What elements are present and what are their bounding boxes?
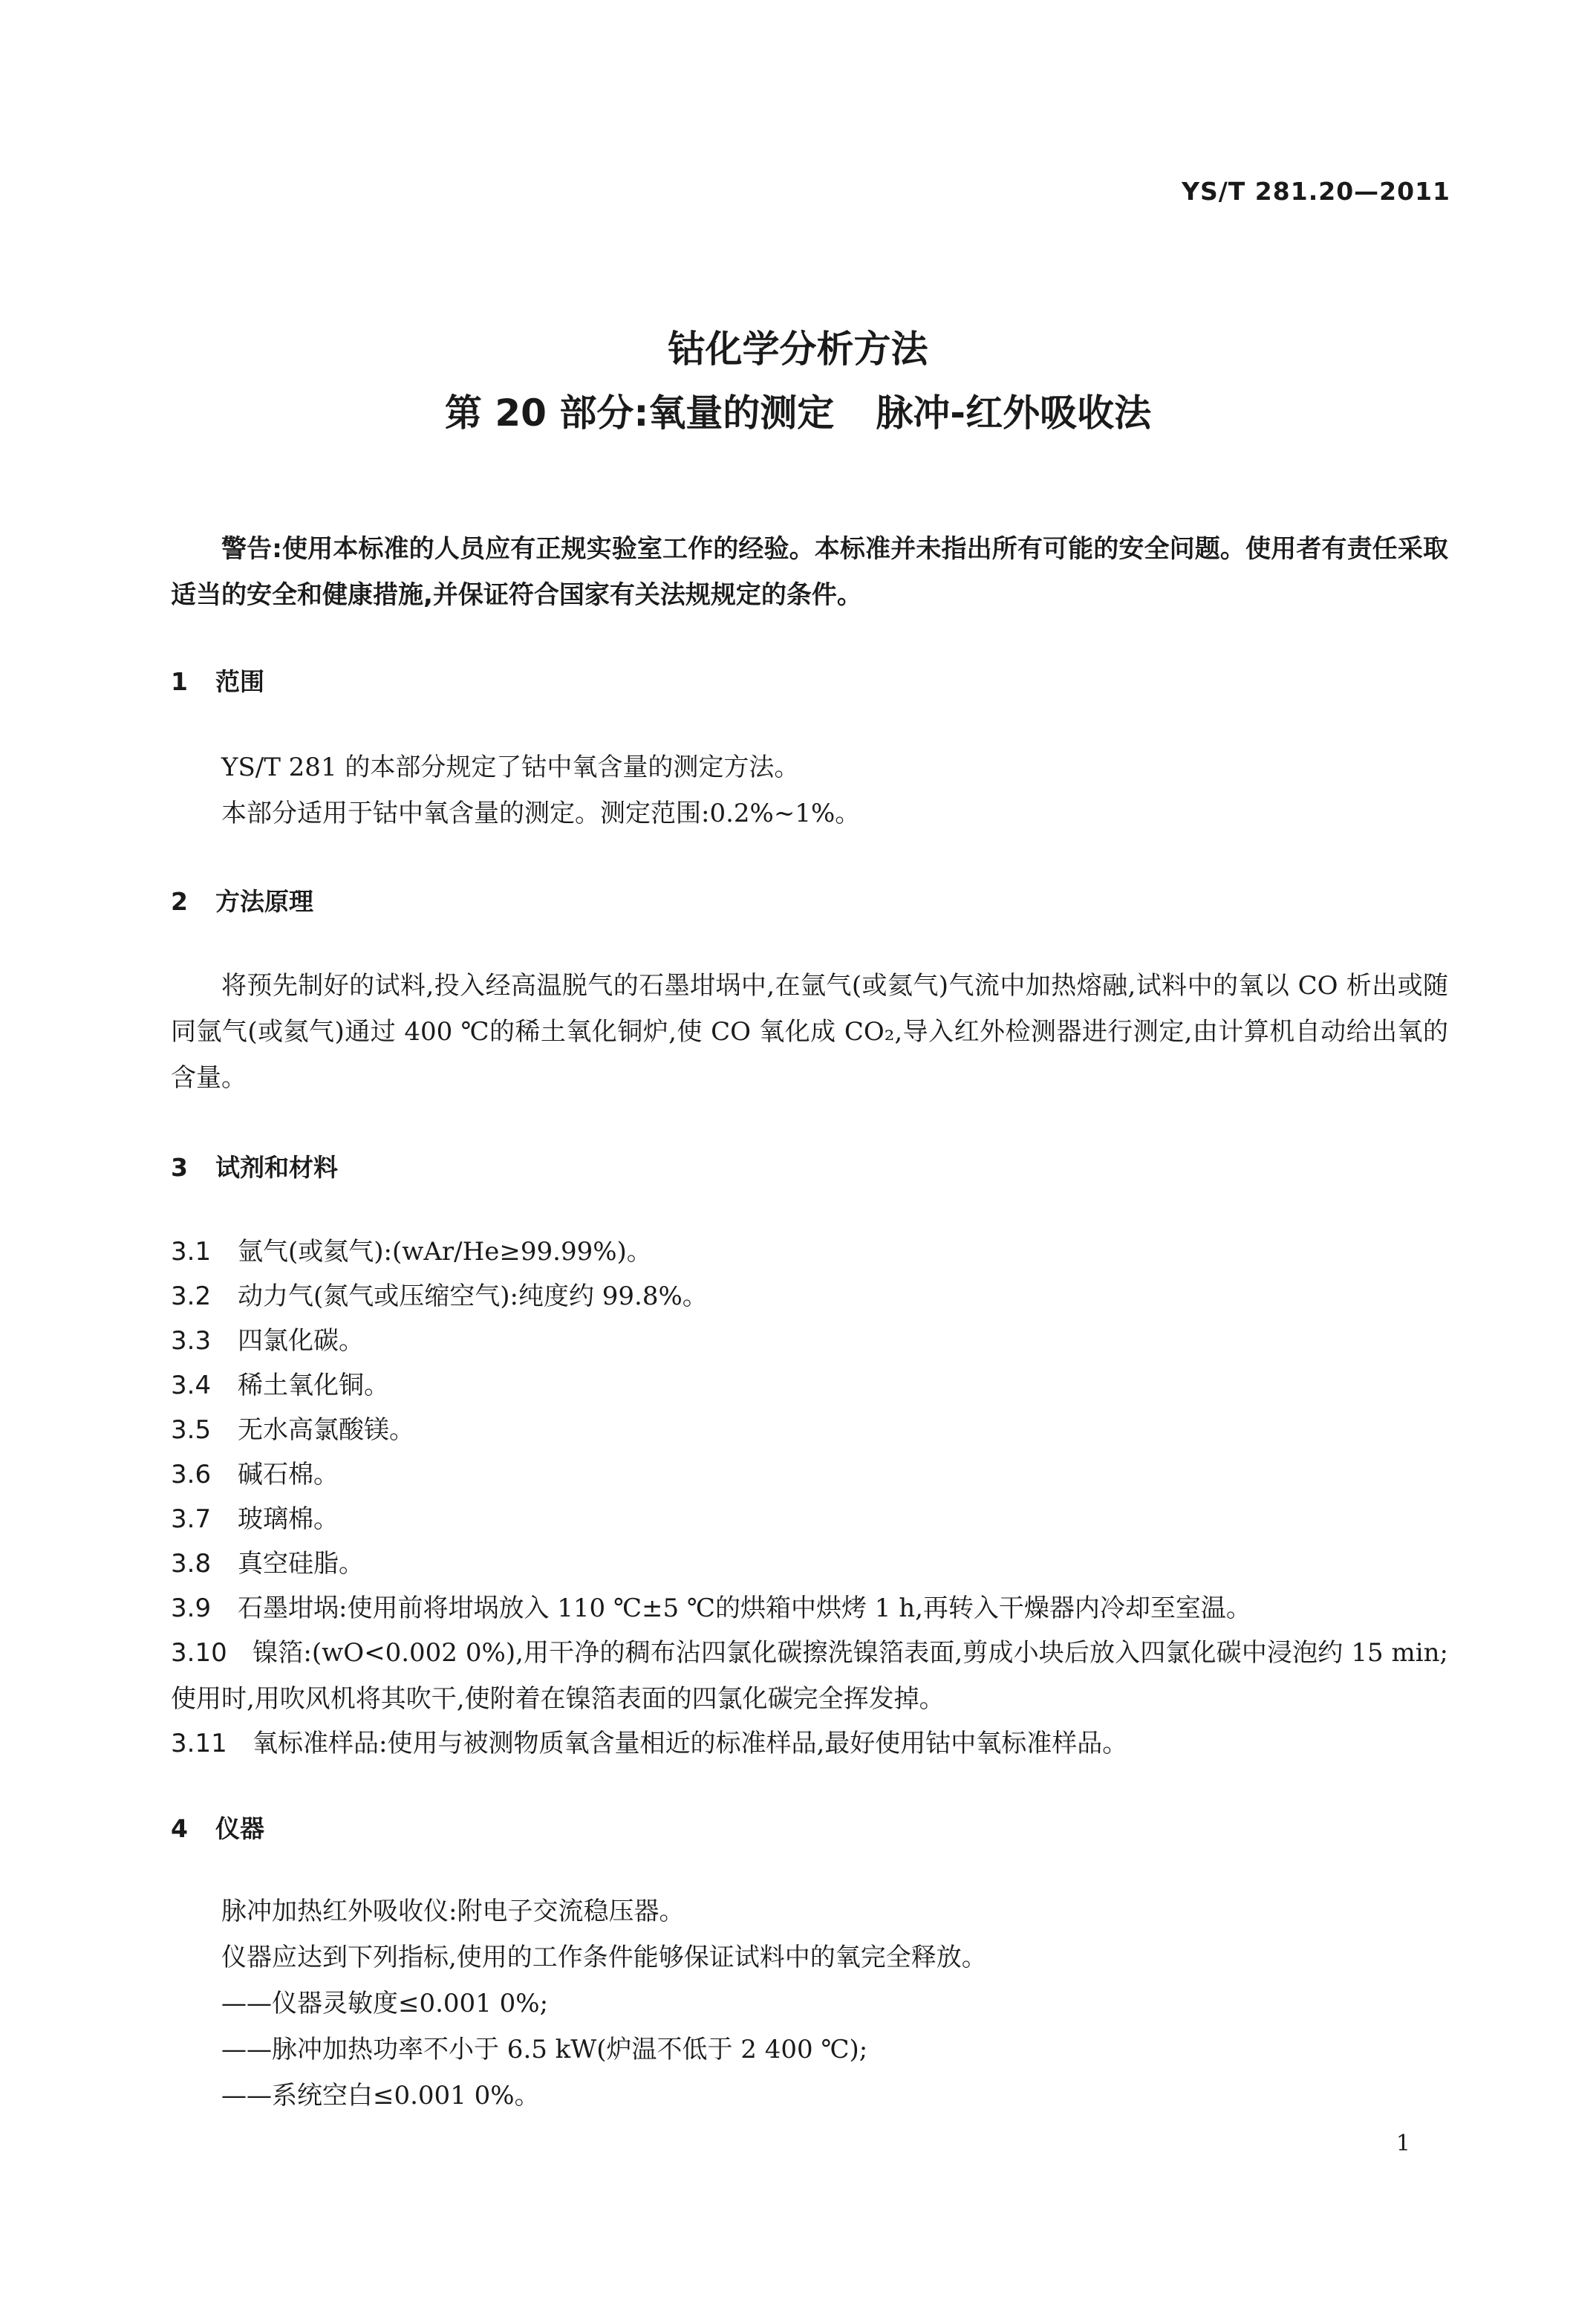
section-title: 方法原理 (215, 887, 313, 916)
item-number: 3.2 (171, 1281, 212, 1311)
section-title: 仪器 (215, 1814, 264, 1843)
item-text: 动力气(氮气或压缩空气):纯度约 99.8%。 (238, 1281, 708, 1311)
item-text: 石墨坩埚:使用前将坩埚放入 110 ℃±5 ℃的烘箱中烘烤 1 h,再转入干燥器内冷却至室温。 (238, 1593, 1251, 1623)
list-item (171, 1229, 1448, 1275)
standard-code: YS/T 281.20—2011 (1182, 177, 1450, 206)
list-item (171, 1720, 1448, 1767)
section-1-paragraph-1: YS/T 281 的本部分规定了钴中氧含量的测定方法。 (221, 753, 800, 782)
section-heading-2 (171, 883, 313, 917)
document-title: 钴化学分析方法 (668, 328, 928, 371)
item-number: 3.5 (171, 1415, 212, 1445)
section-heading-1 (171, 663, 264, 698)
item-number: 3.11 (171, 1729, 227, 1758)
list-item (171, 1452, 1448, 1498)
item-number: 3.4 (171, 1371, 212, 1400)
list-item (171, 1630, 1448, 1722)
subtitle-part: 第 20 部分:氧量的测定 (444, 391, 835, 435)
list-item (171, 1585, 1448, 1631)
section-title: 试剂和材料 (215, 1153, 338, 1182)
section-heading-3 (171, 1148, 338, 1183)
item-number: 3.8 (171, 1549, 212, 1579)
section-title: 范围 (215, 667, 264, 696)
list-item (171, 1362, 1448, 1408)
item-text: 碱石棉。 (238, 1460, 339, 1489)
warning-label: 警告: (221, 534, 282, 564)
spec-line-power: ——脉冲加热功率不小于 6.5 kW(炉温不低于 2 400 ℃); (221, 2035, 868, 2064)
item-text: 稀土氧化铜。 (238, 1371, 389, 1400)
item-number: 3.1 (171, 1237, 212, 1267)
item-number: 3.7 (171, 1504, 212, 1534)
section-4-paragraph-1: 脉冲加热红外吸收仪:附电子交流稳压器。 (221, 1897, 685, 1926)
spec-line-blank: ——系统空白≤0.001 0%。 (221, 2081, 540, 2111)
section-number: 4 (171, 1814, 188, 1843)
warning-paragraph (171, 526, 1448, 618)
section-number: 1 (171, 667, 188, 696)
item-text: 氧标准样品:使用与被测物质氧含量相近的标准样品,最好使用钴中氧标准样品。 (253, 1729, 1128, 1758)
section-4-paragraph-2: 仪器应达到下列指标,使用的工作条件能够保证试料中的氧完全释放。 (221, 1943, 987, 1972)
item-number: 3.6 (171, 1460, 212, 1489)
warning-text: 使用本标准的人员应有正规实验室工作的经验。本标准并未指出所有可能的安全问题。使用者有责任采取适当的安全和健康措施,并保证符合国家有关法规规定的条件。 (171, 534, 1448, 610)
item-number: 3.3 (171, 1326, 212, 1356)
section-number: 3 (171, 1153, 188, 1182)
document-subtitle (0, 383, 1596, 437)
item-text: 无水高氯酸镁。 (238, 1415, 414, 1445)
item-text: 玻璃棉。 (238, 1504, 339, 1534)
list-item (171, 1407, 1448, 1453)
item-text: 氩气(或氦气):(wAr/He≥99.99%)。 (238, 1237, 652, 1267)
list-item (171, 1541, 1448, 1587)
section-heading-4 (171, 1810, 264, 1845)
item-text: 四氯化碳。 (238, 1326, 364, 1356)
section-number: 2 (171, 887, 188, 916)
page-number: 1 (1395, 2131, 1410, 2157)
section-1-paragraph-2: 本部分适用于钴中氧含量的测定。测定范围:0.2%~1%。 (221, 799, 861, 828)
item-number: 3.9 (171, 1593, 212, 1623)
spec-line-sensitivity: ——仪器灵敏度≤0.001 0%; (221, 1989, 549, 2018)
list-item (171, 1496, 1448, 1542)
list-item (171, 1273, 1448, 1319)
item-text: 镍箔:(wO<0.002 0%),用干净的稠布沾四氯化碳擦洗镍箔表面,剪成小块后放入四氯化碳中浸泡约 15 min;使用时,用吹风机将其吹干,使附着在镍箔表面的四氯化碳完全挥发掉。 (171, 1638, 1448, 1714)
section-2-paragraph: 将预先制好的试料,投入经高温脱气的石墨坩埚中,在氩气(或氦气)气流中加热熔融,试料中的氧以 CO 析出或随同氩气(或氦气)通过 400 ℃的稀土氧化铜炉,使 CO 氧化成 CO₂,导入红外检测器进行测定,由计算机自动给出氧的含量。 (171, 971, 1448, 1093)
list-item (171, 1318, 1448, 1364)
item-number: 3.10 (171, 1638, 227, 1668)
item-text: 真空硅脂。 (238, 1549, 364, 1579)
subtitle-method: 脉冲-红外吸收法 (876, 391, 1152, 435)
